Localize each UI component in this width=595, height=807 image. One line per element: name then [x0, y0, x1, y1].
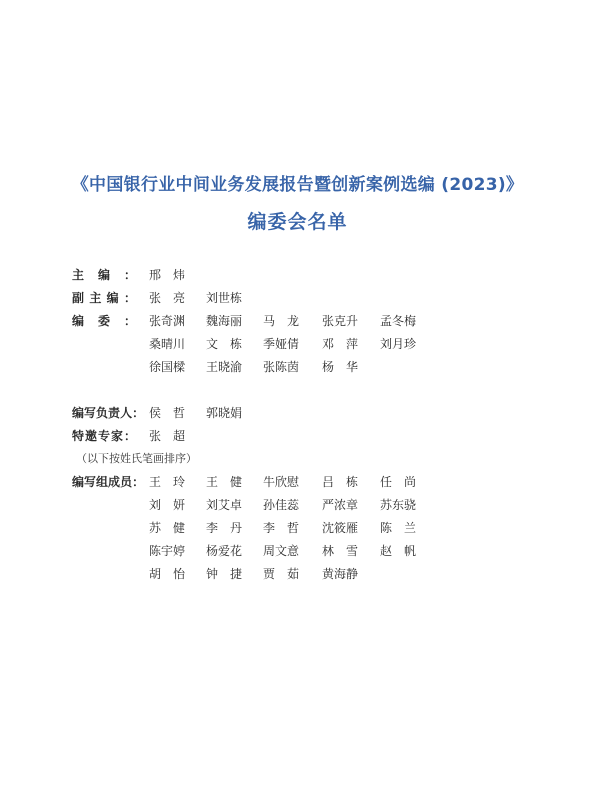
roster-row	[0, 565, 595, 585]
member-name: 孟冬梅	[380, 314, 417, 328]
member-name: 刘月珍	[380, 337, 417, 351]
member-name: 马 龙	[263, 314, 300, 328]
role-label: 编 写 负 责 人 ：	[72, 406, 145, 420]
member-name: 黄海静	[322, 567, 359, 581]
roster-row	[0, 519, 595, 539]
member-name: 苏东骁	[380, 498, 417, 512]
member-name: 桑晴川	[149, 337, 186, 351]
member-name: 赵 帆	[380, 544, 417, 558]
roster-row	[0, 358, 595, 378]
member-name: 林 雪	[322, 544, 359, 558]
member-name: 郭晓娟	[206, 406, 243, 420]
member-name: 陈宇婷	[149, 544, 186, 558]
member-name: 王晓渝	[206, 360, 243, 374]
document-title: 《中国银行业中间业务发展报告暨创新案例选编 (2023)》	[71, 175, 524, 195]
member-name: 张 亮	[149, 291, 186, 305]
role-label: 主 编 ：	[72, 268, 136, 282]
member-name: 沈筱雁	[322, 521, 359, 535]
member-name: 杨爱花	[206, 544, 243, 558]
roster-row	[0, 427, 595, 447]
member-name: 王 玲	[149, 475, 186, 489]
member-name: 季娅倩	[263, 337, 300, 351]
member-name: 文 栋	[206, 337, 243, 351]
roster-row	[0, 496, 595, 516]
member-name: 魏海丽	[206, 314, 243, 328]
member-name: 钟 捷	[206, 567, 243, 581]
member-name: 李 哲	[263, 521, 300, 535]
member-name: 胡 怡	[149, 567, 186, 581]
member-name: 刘 妍	[149, 498, 186, 512]
member-name: 任 尚	[380, 475, 417, 489]
roster-row	[0, 335, 595, 355]
member-name: 邓 萍	[322, 337, 359, 351]
member-name: 张陈茵	[263, 360, 300, 374]
member-name: 严浓章	[322, 498, 359, 512]
roster-row	[0, 473, 595, 493]
member-name: 陈 兰	[380, 521, 417, 535]
member-name: 吕 栋	[322, 475, 359, 489]
role-label: 编 写 组 成 员 ：	[72, 475, 145, 489]
member-name: 张 超	[149, 429, 186, 443]
role-label: 特 邀 专 家 ：	[72, 429, 136, 443]
member-name: 李 丹	[206, 521, 243, 535]
member-name: 刘世栋	[206, 291, 243, 305]
member-name: 邢 炜	[149, 268, 186, 282]
document-subtitle: 编委会名单	[247, 211, 348, 233]
sort-note: （以下按姓氏笔画排序）	[76, 452, 197, 465]
role-label: 副 主 编 ：	[72, 291, 136, 305]
member-name: 徐国樑	[149, 360, 186, 374]
member-name: 周文意	[263, 544, 300, 558]
roster-row	[0, 266, 595, 286]
member-name: 侯 哲	[149, 406, 186, 420]
member-name: 张克升	[322, 314, 359, 328]
roster-row	[0, 312, 595, 332]
role-label: 编 委 ：	[72, 314, 136, 328]
member-name: 苏 健	[149, 521, 186, 535]
member-name: 王 健	[206, 475, 243, 489]
member-name: 贾 茹	[263, 567, 300, 581]
member-name: 牛欣慰	[263, 475, 300, 489]
roster-row	[0, 404, 595, 424]
member-name: 刘艾卓	[206, 498, 243, 512]
roster-row	[0, 289, 595, 309]
member-name: 张奇渊	[149, 314, 186, 328]
member-name: 杨 华	[322, 360, 359, 374]
roster-row	[0, 542, 595, 562]
member-name: 孙佳蕊	[263, 498, 300, 512]
